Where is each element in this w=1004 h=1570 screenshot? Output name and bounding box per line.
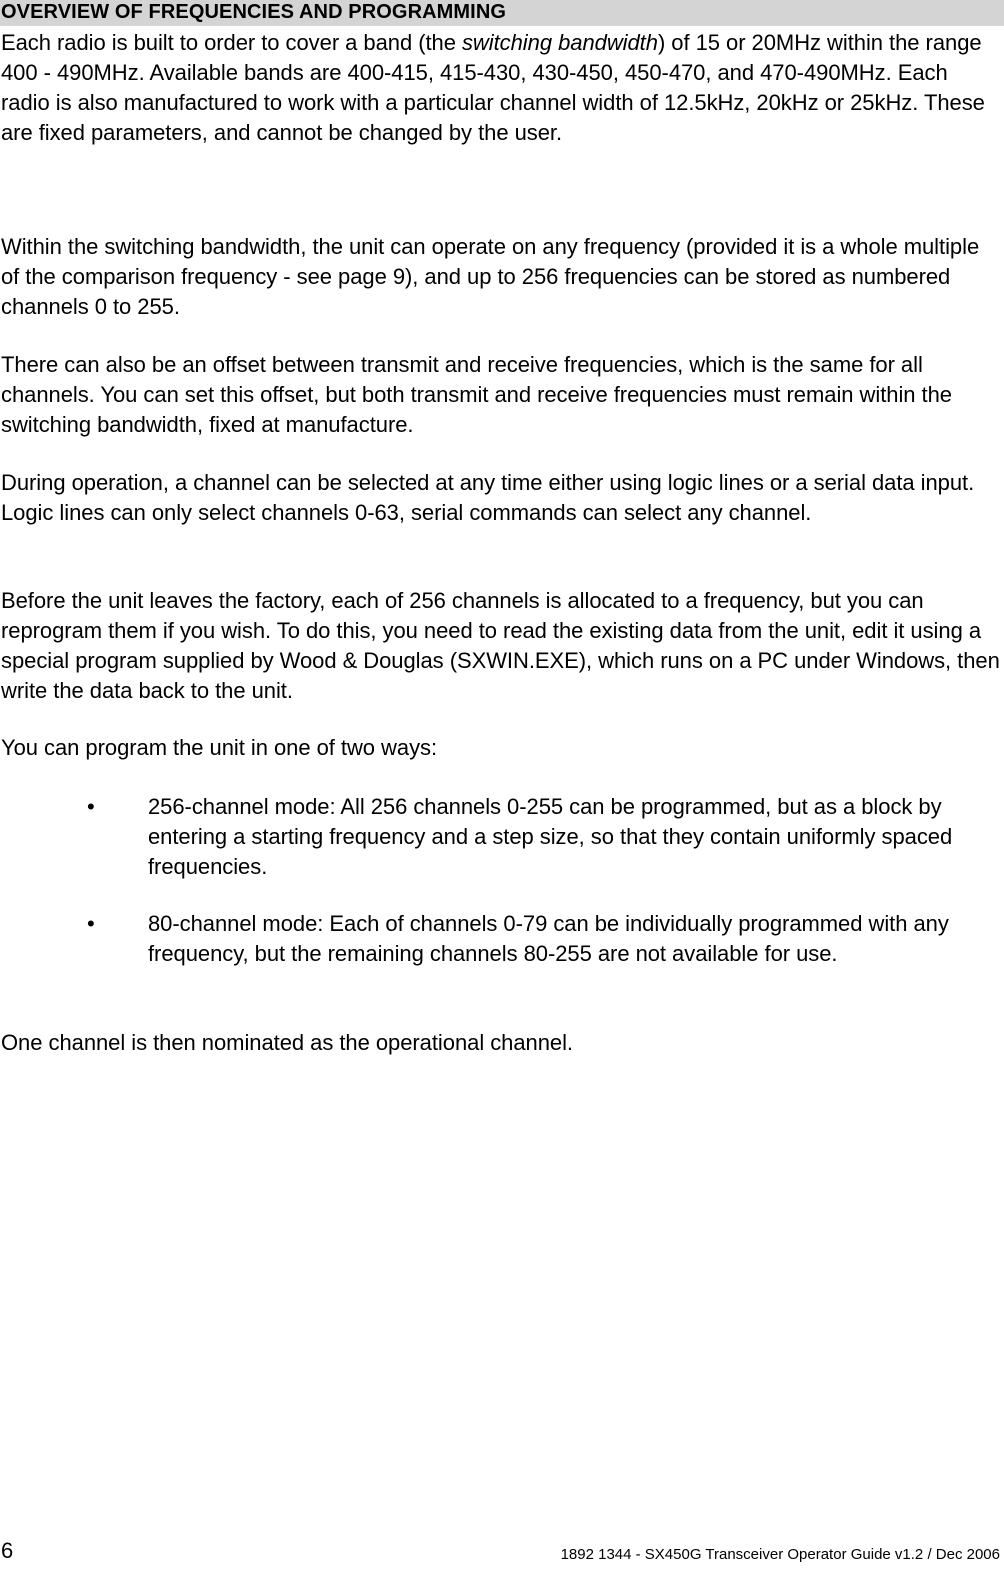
list-item-text: 256-channel mode: All 256 channels 0-255 can be programmed, but as a block by entering a starting frequency and a step size, so that they contain uniformly spaced frequencies. (148, 794, 953, 879)
paragraph-text: ) of 15 or 20MHz within the range 400 - 490MHz. Available bands are 400-415, 415-430, 430-450, 450-470, and 470-490MHz. Each radio is also manufactured to work with a particular channel width of 12.5kHz, 20kHz or 25kHz. These are fixed parameters, and cannot be changed by the user. (1, 30, 985, 145)
paragraph-channel-storage: Within the switching bandwidth, the unit can operate on any frequency (provided it is a whole multiple of the comparison frequency - see page 9), and up to 256 frequencies can be stored as numbered channels 0 to 255. (1, 234, 980, 319)
list-item-text: 80-channel mode: Each of channels 0-79 can be individually programmed with any frequency, but the remaining channels 80-255 are not available for use. (148, 911, 949, 966)
paragraph-text: Each radio is built to order to cover a band (the (1, 30, 462, 55)
bullet-icon: • (87, 794, 95, 819)
page-number: 6 (1, 1538, 14, 1563)
paragraph-offset: There can also be an offset between transmit and receive frequencies, which is the same for all channels. You can set this offset, but both transmit and receive frequencies must remain within the switching bandwidth, fixed at manufacture. (1, 352, 952, 437)
paragraph-channel-selection: During operation, a channel can be selected at any time either using logic lines or a serial data input. Logic lines can only select channels 0-63, serial commands can select any channel. (1, 470, 975, 525)
section-heading: OVERVIEW OF FREQUENCIES AND PROGRAMMING (1, 1, 507, 23)
paragraph-program-ways: You can program the unit in one of two ways: (1, 735, 438, 760)
paragraph-reprogramming: Before the unit leaves the factory, each of 256 channels is allocated to a frequency, but you can reprogram them if you wish. To do this, you need to read the existing data from the unit, edit it using a special program supplied by Wood & Douglas (SXWIN.EXE), which runs on a PC under Windows, then write the data back to the unit. (1, 588, 1000, 703)
paragraph-operational-channel: One channel is then nominated as the operational channel. (1, 1030, 573, 1055)
document-reference: 1892 1344 - SX450G Transceiver Operator Guide v1.2 / Dec 2006 (560, 1546, 1000, 1563)
bullet-icon: • (87, 911, 95, 936)
emphasis-term: switching bandwidth (461, 30, 658, 55)
paragraph-switching-bandwidth (1, 28, 1001, 148)
